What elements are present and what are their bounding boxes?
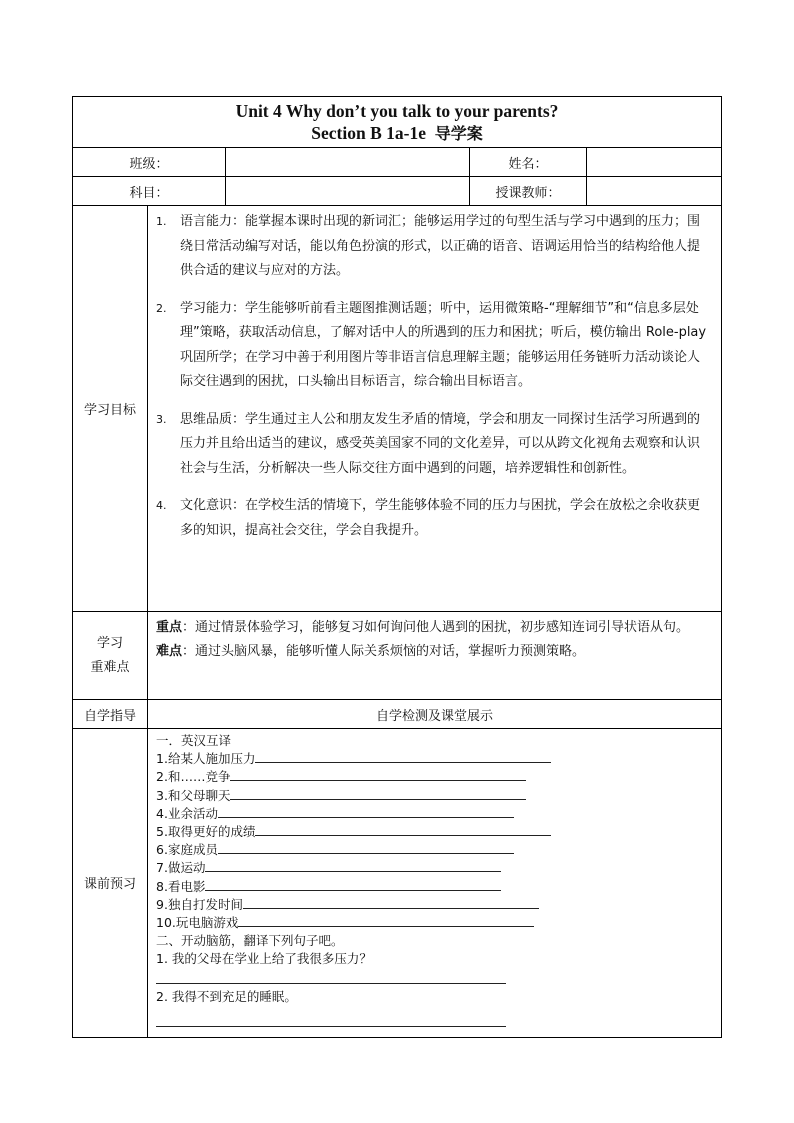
objective-text: 思维品质：学生通过主人公和朋友发生矛盾的情境，学会和朋友一同探讨生活学习所遇到的压力并且给出适当的建议，感受英美国家不同的文化差异，可以从跨文化视角去观察和认识社会与生活，分析解决一些人际交往方面中遇到的问题，培养逻辑性和创新性。 [180,411,701,476]
focus-label: 重点 [156,620,183,635]
key-points-row [73,612,722,700]
difficulty-text: ：通过头脑风暴，能够听懂人际关系烦恼的对话，掌握听力预测策略。 [182,644,586,659]
item-number: 8. [156,878,168,894]
answer-blank[interactable] [205,859,501,872]
sentence-answer-blank[interactable] [156,1012,506,1027]
item-text: 家庭成员 [167,842,218,858]
guide-header: 自学检测及课堂展示 [148,700,722,729]
answer-blank[interactable] [218,841,514,854]
objectives-content [148,206,722,612]
item-text: 给某人施加压力 [167,751,256,767]
translation-item [156,878,717,896]
sentence-answer-blank[interactable] [156,969,506,984]
title-row [73,97,722,148]
key-points-label-line-1: 学习 [96,635,123,651]
objectives-label: 学习目标 [73,206,148,612]
item-text: 和父母聊天 [167,787,231,803]
teacher-field[interactable] [587,177,722,206]
answer-blank[interactable] [205,878,501,891]
objective-number: 3. [156,412,167,426]
key-points-label-line-2: 重难点 [90,659,130,675]
item-text: 业余活动 [167,805,218,821]
preview-row [73,729,722,1038]
translation-item [156,768,717,786]
name-label: 姓名： [470,148,587,177]
teacher-label: 授课教师： [470,177,587,206]
objective-item [156,408,711,482]
answer-blank[interactable] [230,787,526,800]
item-text: 看电影 [167,878,206,894]
translation-item [156,841,717,859]
item-text: 独自打发时间 [167,896,243,912]
translation-item [156,750,717,768]
item-text: 做运动 [167,860,206,876]
answer-blank[interactable] [218,805,514,818]
translation-item [156,805,717,823]
item-number: 10. [156,915,176,931]
focus-point [156,616,713,640]
focus-text: ：通过情景体验学习，能够复习如何询问他人遇到的困扰，初步感知连词引导状语从句。 [182,620,690,635]
answer-blank[interactable] [243,896,539,909]
translation-item [156,859,717,877]
page-title [73,97,722,148]
sentence-item [156,988,717,1006]
key-points-label [73,612,148,700]
guide-row [73,700,722,729]
item-number: 2. [156,769,168,785]
name-field[interactable] [587,148,722,177]
objective-item [156,297,711,395]
item-number: 9. [156,896,168,912]
answer-blank[interactable] [230,768,526,781]
objective-number: 4. [156,499,167,512]
guide-label: 自学指导 [73,700,148,729]
class-label: 班级： [73,148,226,177]
answer-blank[interactable] [255,750,551,763]
section-1-title: 一．英汉互译 [156,733,232,748]
answer-blank[interactable] [255,823,551,836]
item-number: 5. [156,824,168,840]
objective-text: 学习能力：学生能够听前看主题图推测话题；听中，运用微策略-“理解细节”和“信息多层处理”策略，获取活动信息，了解对话中人的所遇到的压力和困扰；听后，模仿输出 Role-play 巩固所学；在学习中善于利用图片等非语言信息理解主题；能够运用任务链听力活动谈论人际交往遇到的困扰，口头输出目标语言，综合输出目标语言。 [180,300,707,389]
translation-item [156,914,717,932]
preview-content [148,729,722,1038]
worksheet [72,96,721,1038]
objective-text: 语言能力：能掌握本课时出现的新词汇；能够运用学过的句型生活与学习中遇到的压力；围绕日常活动编写对话，能以角色扮演的形式，以正确的语音、语调运用恰当的结构给他人提供合适的建议与应对的方法。 [180,214,701,278]
difficulty-point [156,640,713,664]
info-row-2 [73,177,722,206]
title-guide: 导学案 [434,123,483,143]
item-number: 6. [156,842,168,858]
key-points-content [148,612,722,700]
objective-text: 文化意识：在学校生活的情境下，学生能够体验不同的压力与困扰，学会在放松之余收获更多的知识，提高社会交往，学会自我提升。 [180,498,701,538]
translation-item [156,823,717,841]
class-field[interactable] [226,148,470,177]
item-number: 1. [156,751,168,767]
info-row-1 [73,148,722,177]
item-text: 取得更好的成绩 [167,824,256,840]
sentence-item [156,950,717,968]
preview-label: 课前预习 [73,729,148,1038]
objective-number: 2. [156,301,167,315]
title-line-2 [73,122,721,145]
translation-item [156,787,717,805]
sentence-text: 我的父母在学业上给了我很多压力？ [171,951,372,967]
subject-field[interactable] [226,177,470,206]
objectives-row [73,206,722,612]
section-2-title: 二、开动脑筋，翻译下列句子吧。 [156,933,344,949]
objective-item [156,494,711,543]
sentence-number: 2. [156,988,168,1004]
item-number: 7. [156,860,168,876]
title-section: Section B 1a-1e [311,122,426,143]
sentence-number: 1. [156,951,168,967]
item-text: 和……竞争 [167,769,231,785]
worksheet-table [72,96,722,1038]
objective-number: 1. [156,215,167,228]
objective-item [156,210,711,284]
answer-blank[interactable] [238,914,534,927]
translation-item [156,896,717,914]
item-number: 4. [156,805,168,821]
item-number: 3. [156,787,168,803]
subject-label: 科目： [73,177,226,206]
sentence-text: 我得不到充足的睡眠。 [171,988,297,1004]
title-line-1: Unit 4 Why don’t you talk to your parents? [235,100,559,121]
item-text: 玩电脑游戏 [175,915,239,931]
difficulty-label: 难点 [156,644,183,659]
